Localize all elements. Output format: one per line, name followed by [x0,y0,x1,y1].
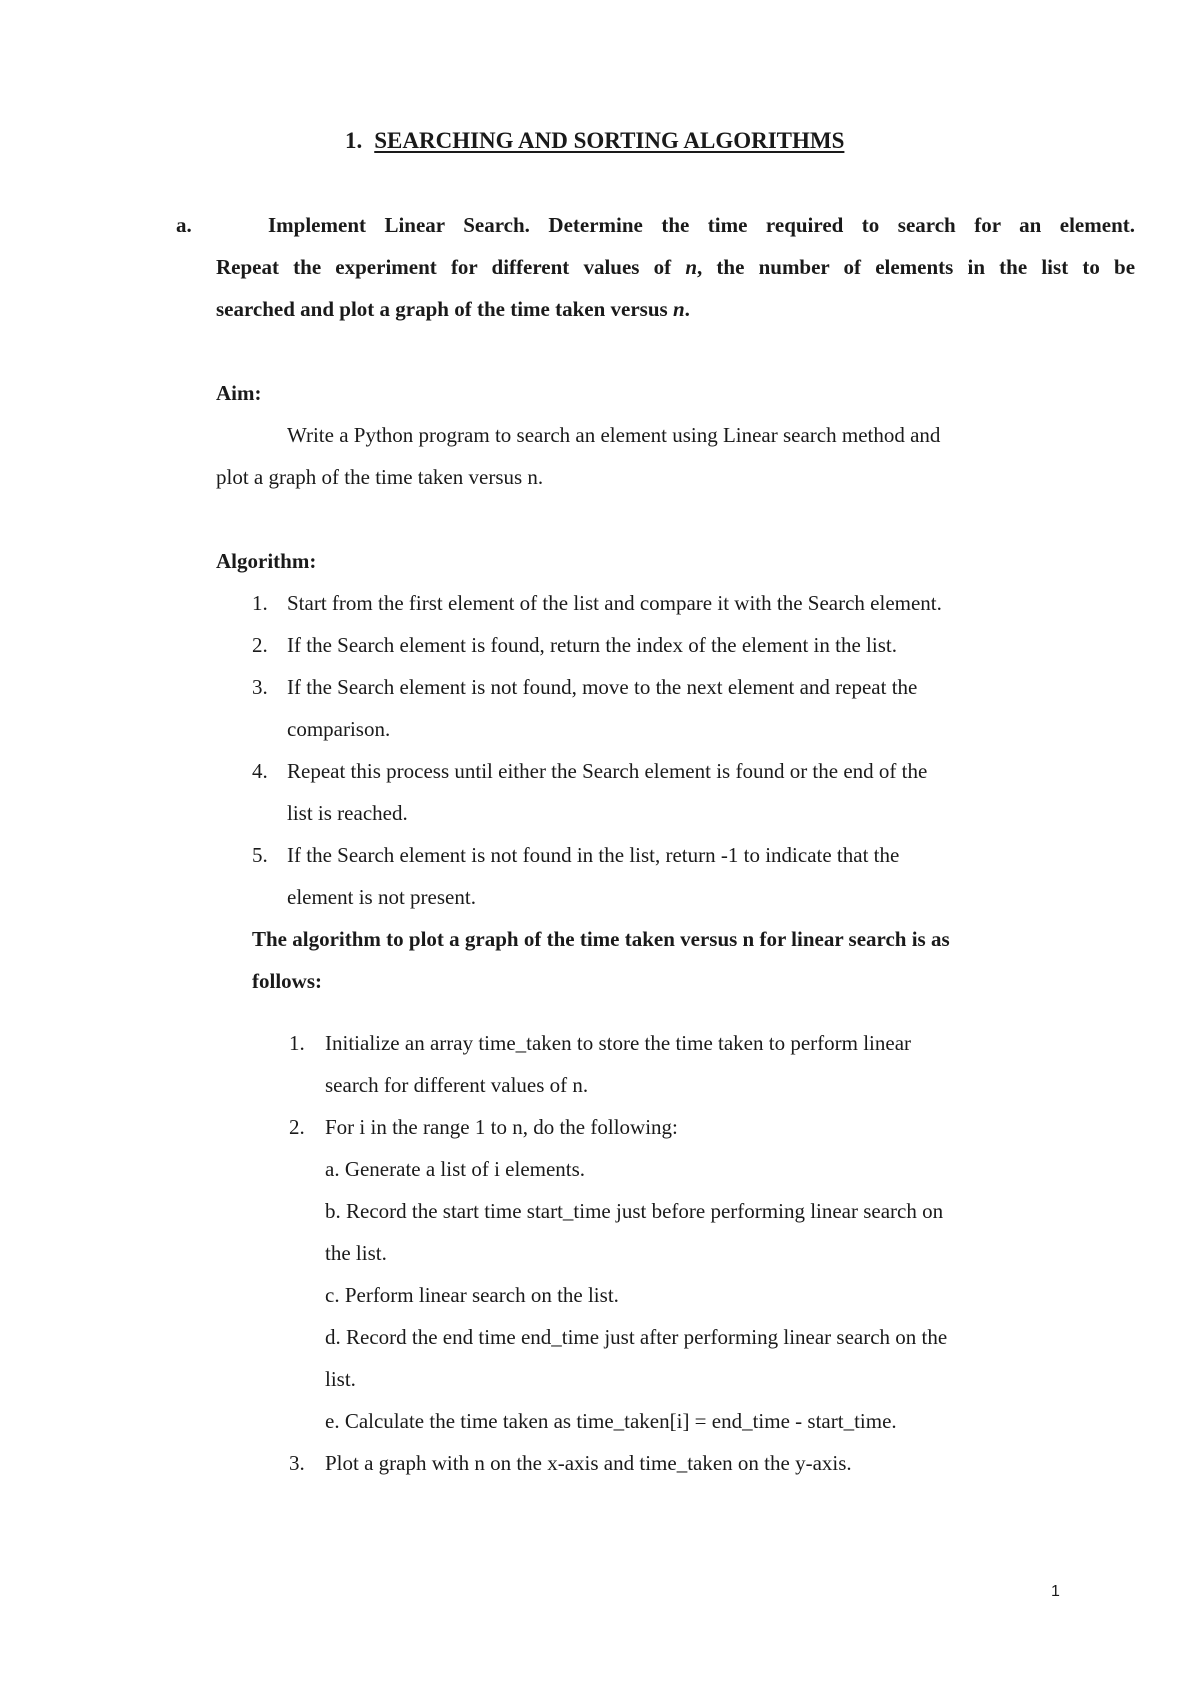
plot-step-text: search for different values of n. [325,1073,589,1097]
algorithm-step-text: If the Search element is found, return the index of the element in the list. [287,633,897,657]
question-line: Implement Linear Search. Determine the time required to search for an element. [268,213,1135,237]
plot-step-number: 3. [289,1451,305,1475]
algorithm-step-text: comparison. [287,717,391,741]
algorithm-step-number: 3. [252,675,268,699]
page-number: 1 [1051,1583,1060,1600]
plot-substep: list. [325,1367,356,1391]
plot-substep: e. Calculate the time taken as time_taken[i] = end_time - start_time. [325,1409,897,1433]
plot-substep: a. Generate a list of i elements. [325,1157,586,1181]
algorithm-step-text: element is not present. [287,885,476,909]
plot-substep: the list. [325,1241,387,1265]
question-line: searched and plot a graph of the time taken versus n. [216,297,690,321]
plot-step-text: For i in the range 1 to n, do the following: [325,1115,678,1139]
plot-algorithm-intro: follows: [252,969,322,993]
algorithm-step-text: If the Search element is not found, move to the next element and repeat the [287,675,918,699]
plot-step-text: Plot a graph with n on the x-axis and time_taken on the y-axis. [325,1451,852,1475]
plot-algorithm-intro: The algorithm to plot a graph of the time taken versus n for linear search is as [252,927,950,951]
page-title [345,128,844,154]
plot-substep: c. Perform linear search on the list. [325,1283,619,1307]
algorithm-step-number: 2. [252,633,268,657]
plot-substep: b. Record the start time start_time just before performing linear search on [325,1199,944,1223]
title-number: 1. [345,128,363,153]
algorithm-step-number: 4. [252,759,268,783]
plot-step-number: 2. [289,1115,305,1139]
algorithm-step-text: If the Search element is not found in the list, return -1 to indicate that the [287,843,900,867]
aim-text-line: plot a graph of the time taken versus n. [216,465,544,489]
plot-substep: d. Record the end time end_time just after performing linear search on the [325,1325,948,1349]
algorithm-step-text: list is reached. [287,801,408,825]
question-line: Repeat the experiment for different values of n, the number of elements in the list to be [216,255,1136,279]
algorithm-step-text: Repeat this process until either the Search element is found or the end of the [287,759,928,783]
question-marker: a. [176,213,192,237]
aim-heading: Aim: [216,381,262,405]
plot-step-number: 1. [289,1031,305,1055]
algorithm-heading: Algorithm: [216,549,317,573]
algorithm-step-text: Start from the first element of the list and compare it with the Search element. [287,591,942,615]
algorithm-step-number: 1. [252,591,268,615]
title-text: SEARCHING AND SORTING ALGORITHMS [374,128,845,153]
plot-step-text: Initialize an array time_taken to store the time taken to perform linear [325,1031,912,1055]
algorithm-step-number: 5. [252,843,268,867]
aim-text-line: Write a Python program to search an element using Linear search method and [287,423,941,447]
